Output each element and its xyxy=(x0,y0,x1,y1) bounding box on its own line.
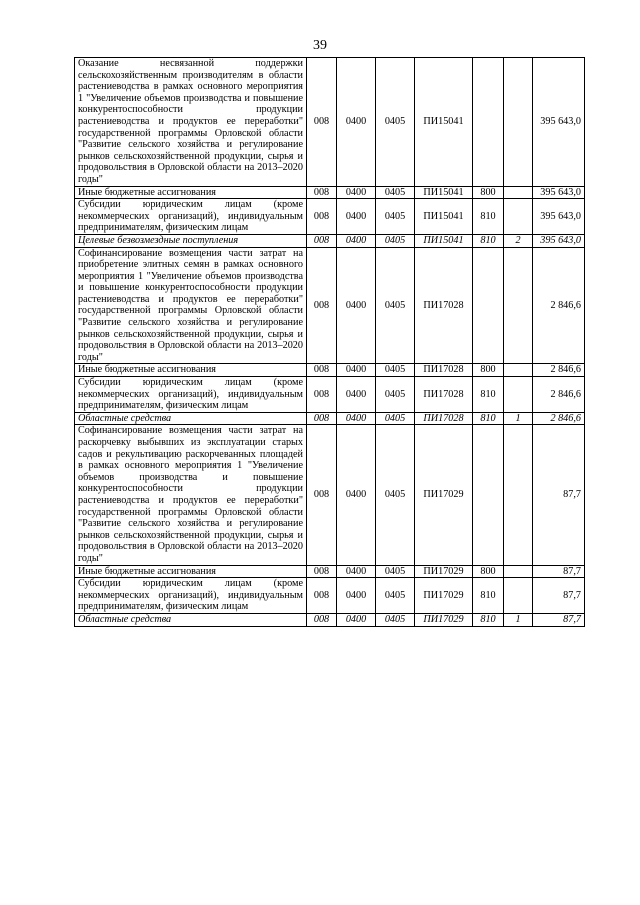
ministry-code-cell: 008 xyxy=(307,565,337,578)
expense-type-cell: 800 xyxy=(473,364,504,377)
ministry-code-cell: 008 xyxy=(307,377,337,413)
ministry-code-cell: 008 xyxy=(307,186,337,199)
funding-source-cell xyxy=(504,247,533,364)
expense-type-cell: 810 xyxy=(473,412,504,425)
target-article-cell: ПИ17029 xyxy=(415,565,473,578)
description-cell: Субсидии юридическим лицам (кроме некоммерческих организаций), индивидуальным предпринимателям, физическим лицам xyxy=(75,578,307,614)
amount-cell: 395 643,0 xyxy=(533,58,585,187)
expense-type-cell: 800 xyxy=(473,565,504,578)
subsection-code-cell: 0405 xyxy=(376,377,415,413)
expense-type-cell: 800 xyxy=(473,186,504,199)
funding-source-cell: 1 xyxy=(504,613,533,626)
target-article-cell: ПИ15041 xyxy=(415,234,473,247)
page-number: 39 xyxy=(313,38,327,53)
amount-cell: 2 846,6 xyxy=(533,364,585,377)
subsection-code-cell: 0405 xyxy=(376,186,415,199)
table-row xyxy=(75,58,585,187)
funding-source-cell xyxy=(504,186,533,199)
section-code-cell: 0400 xyxy=(337,58,376,187)
expense-type-cell: 810 xyxy=(473,613,504,626)
section-code-cell: 0400 xyxy=(337,377,376,413)
subsection-code-cell: 0405 xyxy=(376,364,415,377)
funding-source-cell xyxy=(504,364,533,377)
funding-source-cell xyxy=(504,58,533,187)
table-row xyxy=(75,364,585,377)
section-code-cell: 0400 xyxy=(337,186,376,199)
subsection-code-cell: 0405 xyxy=(376,425,415,565)
description-cell: Областные средства xyxy=(75,613,307,626)
amount-cell: 87,7 xyxy=(533,578,585,614)
target-article-cell: ПИ17029 xyxy=(415,425,473,565)
amount-cell: 2 846,6 xyxy=(533,377,585,413)
description-cell: Софинансирование возмещения части затрат на раскорчевку выбывших из эксплуатации старых садов и рекультивацию раскорчеванных площадей в рамках основного мероприятия 1 "Увеличение объемов производства и повышение конкурентоспособности продукции растениеводства и продуктов ее переработки" государственной программы Орловской области "Развитие сельского хозяйства и регулирование рынков сельскохозяйственной продукции, сырья и продовольствия в Орловской области на 2013–2020 годы" xyxy=(75,425,307,565)
budget-table xyxy=(74,57,585,627)
subsection-code-cell: 0405 xyxy=(376,199,415,235)
description-cell: Софинансирование возмещения части затрат на приобретение элитных семян в рамках основного мероприятия 1 "Увеличение объемов производства и повышение конкурентоспособности продукции растениеводства и продуктов ее переработки" государственной программы Орловской области "Развитие сельского хозяйства и регулирование рынков сельскохозяйственной продукции, сырья и продовольствия в Орловской области на 2013–2020 годы" xyxy=(75,247,307,364)
section-code-cell: 0400 xyxy=(337,247,376,364)
expense-type-cell: 810 xyxy=(473,234,504,247)
target-article-cell: ПИ15041 xyxy=(415,58,473,187)
target-article-cell: ПИ17029 xyxy=(415,613,473,626)
description-cell: Иные бюджетные ассигнования xyxy=(75,186,307,199)
subsection-code-cell: 0405 xyxy=(376,412,415,425)
section-code-cell: 0400 xyxy=(337,425,376,565)
target-article-cell: ПИ15041 xyxy=(415,199,473,235)
ministry-code-cell: 008 xyxy=(307,578,337,614)
target-article-cell: ПИ17028 xyxy=(415,412,473,425)
description-cell: Субсидии юридическим лицам (кроме некоммерческих организаций), индивидуальным предпринимателям, физическим лицам xyxy=(75,199,307,235)
amount-cell: 395 643,0 xyxy=(533,186,585,199)
amount-cell: 395 643,0 xyxy=(533,234,585,247)
expense-type-cell xyxy=(473,247,504,364)
description-cell: Областные средства xyxy=(75,412,307,425)
expense-type-cell: 810 xyxy=(473,199,504,235)
table-row xyxy=(75,377,585,413)
subsection-code-cell: 0405 xyxy=(376,247,415,364)
amount-cell: 87,7 xyxy=(533,565,585,578)
table-row xyxy=(75,613,585,626)
section-code-cell: 0400 xyxy=(337,234,376,247)
description-cell: Иные бюджетные ассигнования xyxy=(75,565,307,578)
ministry-code-cell: 008 xyxy=(307,613,337,626)
description-cell: Целевые безвозмездные поступления xyxy=(75,234,307,247)
table-row xyxy=(75,247,585,364)
table-row xyxy=(75,565,585,578)
table-row xyxy=(75,199,585,235)
ministry-code-cell: 008 xyxy=(307,412,337,425)
ministry-code-cell: 008 xyxy=(307,247,337,364)
budget-table-body xyxy=(75,58,585,627)
description-cell: Субсидии юридическим лицам (кроме некоммерческих организаций), индивидуальным предпринимателям, физическим лицам xyxy=(75,377,307,413)
subsection-code-cell: 0405 xyxy=(376,234,415,247)
target-article-cell: ПИ17029 xyxy=(415,578,473,614)
section-code-cell: 0400 xyxy=(337,613,376,626)
expense-type-cell xyxy=(473,58,504,187)
funding-source-cell: 2 xyxy=(504,234,533,247)
subsection-code-cell: 0405 xyxy=(376,565,415,578)
section-code-cell: 0400 xyxy=(337,199,376,235)
amount-cell: 87,7 xyxy=(533,613,585,626)
description-cell: Оказание несвязанной поддержки сельскохозяйственным производителям в области растениеводства в рамках основного мероприятия 1 "Увеличение объемов производства и повышение конкурентоспособности продукции растениеводства и продуктов ее переработки" государственной программы Орловской области "Развитие сельского хозяйства и регулирование рынков сельскохозяйственной продукции, сырья и продовольствия в Орловской области на 2013–2020 годы" xyxy=(75,58,307,187)
subsection-code-cell: 0405 xyxy=(376,613,415,626)
amount-cell: 395 643,0 xyxy=(533,199,585,235)
table-row xyxy=(75,425,585,565)
amount-cell: 2 846,6 xyxy=(533,247,585,364)
funding-source-cell xyxy=(504,565,533,578)
ministry-code-cell: 008 xyxy=(307,234,337,247)
target-article-cell: ПИ17028 xyxy=(415,364,473,377)
funding-source-cell: 1 xyxy=(504,412,533,425)
ministry-code-cell: 008 xyxy=(307,364,337,377)
amount-cell: 2 846,6 xyxy=(533,412,585,425)
section-code-cell: 0400 xyxy=(337,364,376,377)
table-row xyxy=(75,186,585,199)
expense-type-cell: 810 xyxy=(473,377,504,413)
funding-source-cell xyxy=(504,425,533,565)
ministry-code-cell: 008 xyxy=(307,58,337,187)
section-code-cell: 0400 xyxy=(337,565,376,578)
section-code-cell: 0400 xyxy=(337,578,376,614)
target-article-cell: ПИ15041 xyxy=(415,186,473,199)
ministry-code-cell: 008 xyxy=(307,425,337,565)
expense-type-cell xyxy=(473,425,504,565)
description-cell: Иные бюджетные ассигнования xyxy=(75,364,307,377)
ministry-code-cell: 008 xyxy=(307,199,337,235)
subsection-code-cell: 0405 xyxy=(376,578,415,614)
amount-cell: 87,7 xyxy=(533,425,585,565)
subsection-code-cell: 0405 xyxy=(376,58,415,187)
target-article-cell: ПИ17028 xyxy=(415,247,473,364)
funding-source-cell xyxy=(504,377,533,413)
target-article-cell: ПИ17028 xyxy=(415,377,473,413)
table-row xyxy=(75,234,585,247)
table-row xyxy=(75,578,585,614)
expense-type-cell: 810 xyxy=(473,578,504,614)
section-code-cell: 0400 xyxy=(337,412,376,425)
funding-source-cell xyxy=(504,199,533,235)
table-row xyxy=(75,412,585,425)
funding-source-cell xyxy=(504,578,533,614)
